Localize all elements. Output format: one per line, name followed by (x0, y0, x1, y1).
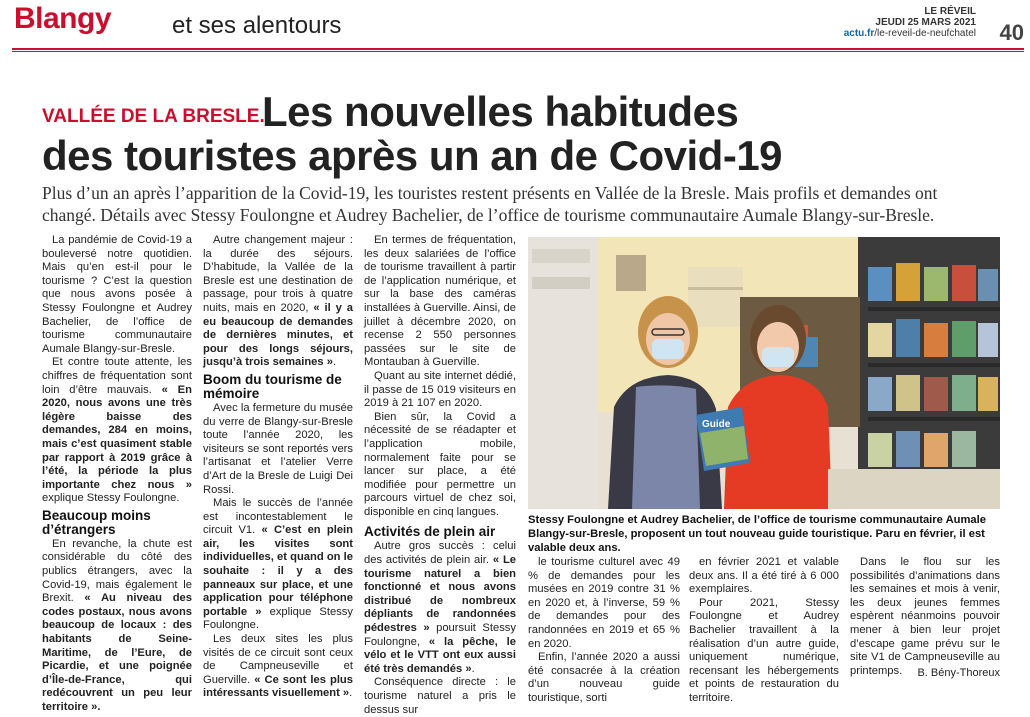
headline-line-1: Les nouvelles habitudes (262, 88, 739, 135)
paragraph: En revanche, la chute est considérable du côté des publics étrangers, avec la Covid-19, mais également le Brexit. « Au niveau des codes postaux, nous avons beaucoup de locaux : des habitants de Seine-Maritime, de l’Eure, de Picardie, et une poignée d’Île-de-France, qui redécouvrent un peu leur territoire ». (42, 537, 192, 713)
photo-caption: Stessy Foulongne et Audrey Bachelier, de l’office de tourisme communautaire Aumale Blangy-sur-Bresle, proposent un tout nouveau guide touristique. Paru en février, il est valable deux ans. (528, 514, 986, 554)
subheading: Activités de plein air (364, 524, 496, 540)
paragraph: Enfin, l’année 2020 a aussi été consacrée à la création d’un nouveau guide touristique, sorti (528, 651, 680, 704)
section-title: Blangy (14, 2, 112, 35)
article-column-3 (364, 234, 516, 717)
article-column-2 (203, 234, 353, 701)
publication-name: LE RÉVEIL (924, 6, 976, 17)
paragraph: Bien sûr, la Covid a nécessité de se réadapter et l’application mobile, normalement faite pour se lancer sur place, a été modifiée pour permettre un parcours virtuel de chez soi, disponible en cinq langues. (364, 410, 516, 518)
author-signature: B. Bény-Thoreux (917, 667, 1000, 679)
article-column-6 (850, 556, 1000, 678)
article-column-4 (528, 556, 680, 706)
section-subtitle: et ses alentours (172, 12, 342, 39)
photo-illustration (528, 237, 1000, 509)
paragraph: Les deux sites les plus visités de ce circuit sont ceux de Campneuseville et Guerville. « Ce sont les plus intéressants visuellement ». (203, 633, 353, 700)
paragraph: La pandémie de Covid-19 a bouleversé notre quotidien. Mais qu’en est-il pour le tourisme ? C’est la question que nous avons posée à Stessy Foulongne et Audrey Bachelier, de l’office de tourisme communautaire Aumale Blangy-sur-Bresle. (42, 234, 192, 355)
header-rule (12, 48, 1024, 50)
article-column-1 (42, 234, 192, 715)
paragraph: Conséquence directe : le tourisme naturel a pris le dessus sur (364, 676, 516, 716)
header-rule-thin (12, 51, 1024, 52)
paragraph: le tourisme culturel avec 49 % de demandes pour les musées en 2019 contre 31 % en 2020 et, à l’inverse, 59 % de demandes pour des randonnées en 2019 et 65 % en 2020. (528, 556, 680, 650)
paragraph: en février 2021 et valable deux ans. Il a été tiré à 6 000 exemplaires. (689, 556, 839, 596)
tourist-guide-booklet (696, 407, 750, 471)
paragraph: Avec la fermeture du musée du verre de Blangy-sur-Bresle toute l’année 2020, les visiteurs se sont reportés vers l’artisanat et l’atelier Verre d’Art de la Bresle de Luigi Dei Rossi. (203, 401, 353, 496)
url-site[interactable]: actu.fr (843, 28, 875, 39)
guide-cover-text: Guide (702, 419, 731, 430)
publication-url[interactable] (844, 28, 976, 39)
paragraph: En termes de fréquentation, les deux salariées de l’office de tourisme travaillent à partir de l’application numérique, et sur la base des caméras installées à Guerville. Ainsi, de juillet à décembre 2020, on recense 2 550 personnes passées sur le site de Montauban à Guerville. (364, 234, 516, 369)
url-path[interactable]: /le-reveil-de-neufchatel (874, 28, 976, 39)
paragraph: Autre gros succès : celui des activités de plein air. « Le tourisme naturel a bien fonctionné et nous avons distribué de nombreux dépliants de randonnées pédestres » poursuit Stessy Foulongne, « la pêche, le vélo et le VTT ont eux aussi été très demandés ». (364, 540, 516, 675)
subheading: Beaucoup moins d’étrangers (42, 507, 151, 537)
article-photo (528, 237, 1000, 509)
paragraph: Et contre toute attente, les chiffres de fréquentation sont loin d’être mauvais. « En 2020, nous avons une très légère baisse des demandes, 284 en moins, mais c’est quasiment stable par rapport à 2019 grâce à l’été, la période la plus importante chez nous » explique Stessy Foulongne. (42, 356, 192, 505)
paragraph: Dans le flou sur les possibilités d’animations dans les semaines et mois à venir, les deux jeunes femmes espèrent néanmoins pouvoir mener à bien leur projet d’escape game prévu sur le site V1 de Campneuseville au printemps. (850, 556, 1000, 677)
article-lead: Plus d’un an après l’apparition de la Covid-19, les touristes restent présents en Vallée de la Bresle. Mais profils et demandes ont changé. Détails avec Stessy Foulongne et Audrey Bachelier, de l’office de tourisme communautaire Aumale Blangy-sur-Bresle. (42, 183, 938, 225)
paragraph: Pour 2021, Stessy Foulongne et Audrey Bachelier travaillent à la réalisation d’un autre guide, uniquement numérique, recensant les hébergements et points de restauration du territoire. (689, 596, 839, 704)
headline-line-2: des touristes après un an de Covid-19 (42, 132, 783, 179)
page-number: 40 (999, 20, 1024, 45)
publication-date: JEUDI 25 MARS 2021 (875, 17, 976, 28)
paragraph: Autre changement majeur : la durée des séjours. D’habitude, la Vallée de la Bresle est une destination de passage, pour trois à quatre nuits, mais en 2020, « il y a eu beaucoup de demandes de dernières minutes, et pour des longs séjours, jusqu’à trois semaines ». (203, 234, 353, 369)
subheading: Boom du tourisme de mémoire (203, 371, 342, 401)
article-column-5 (689, 556, 839, 706)
paragraph: Mais le succès de l’année est incontestablement le circuit V1. « C’est en plein air, les visites sont individuelles, et quand on le souhaite : il y a des panneaux sur place, et une application pour téléphone portable » explique Stessy Foulongne. (203, 497, 353, 632)
paragraph: Quant au site internet dédié, il passe de 15 019 visiteurs en 2019 à 21 107 en 2020. (364, 369, 516, 410)
masthead-info (844, 6, 976, 39)
article-kicker: VALLÉE DE LA BRESLE. (42, 106, 265, 127)
